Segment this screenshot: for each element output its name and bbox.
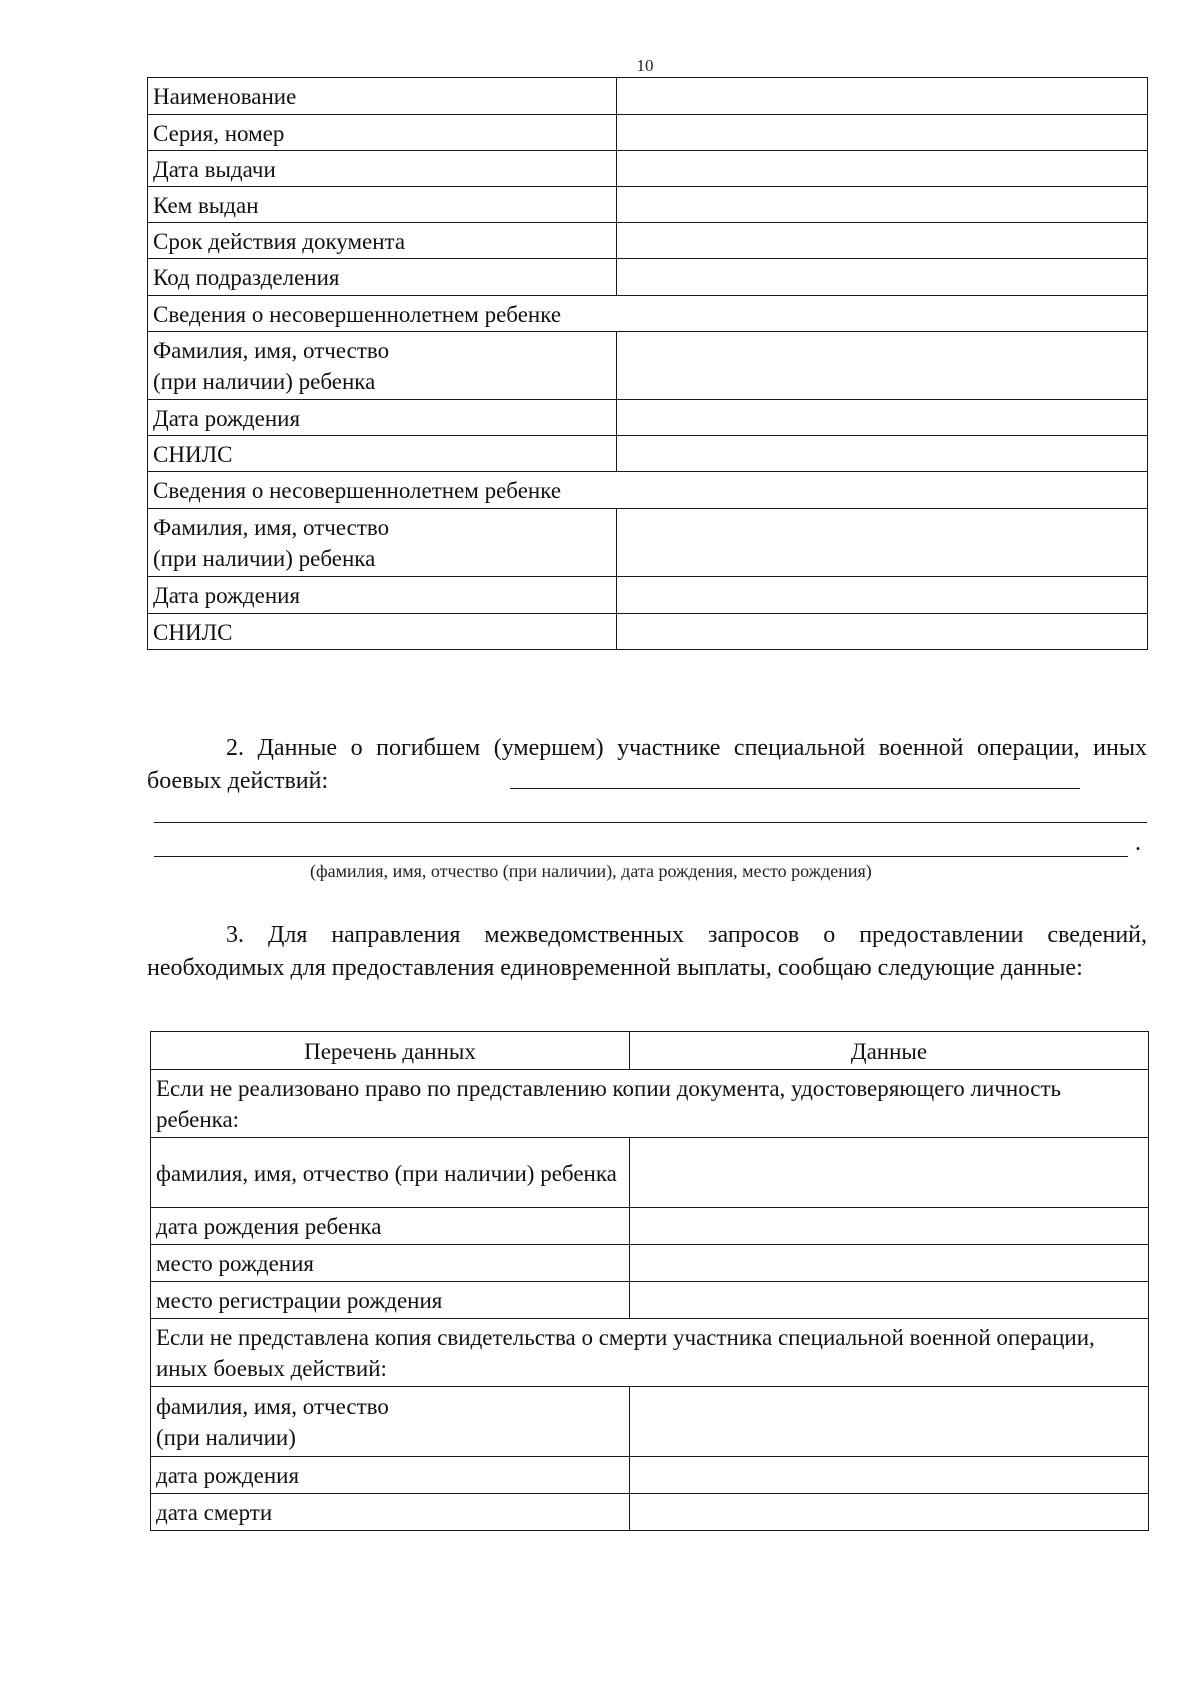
section-header-label: Сведения о несовершеннолетнем ребенке (148, 296, 1148, 332)
table-row (148, 115, 1148, 151)
page-number: 10 (636, 56, 654, 75)
section-header-row (151, 1319, 1149, 1387)
table-row (148, 400, 1148, 436)
field-value-cell[interactable] (630, 1494, 1149, 1531)
section-header-row (148, 296, 1148, 332)
field-value-cell[interactable] (617, 187, 1148, 223)
field-label: дата смерти (151, 1494, 630, 1531)
field-value-cell[interactable] (617, 151, 1148, 187)
field-label: место регистрации рождения (151, 1282, 630, 1319)
field-label: Дата выдачи (148, 151, 617, 187)
field-value-cell[interactable] (617, 115, 1148, 151)
section-header-label: Если не реализовано право по представлению копии документа, удостоверяющего личность ребенка: (151, 1070, 1149, 1138)
table-row (151, 1282, 1149, 1319)
field-label: Фамилия, имя, отчество (при наличии) ребенка (148, 332, 617, 400)
column-header-list: Перечень данных (151, 1032, 630, 1070)
section-header-label: Если не представлена копия свидетельства о смерти участника специальной военной операции, иных боевых действий: (151, 1319, 1149, 1387)
section-2-text: 2. Данные о погибшем (умершем) участнике специальной военной операции, иных боевых действий: (147, 735, 1147, 794)
field-label: СНИЛС (148, 614, 617, 650)
field-label: фамилия, имя, отчество (при наличии) ребенка (151, 1138, 630, 1208)
section-3-text: 3. Для направления межведомственных запросов о предоставлении сведений, необходимых для предоставления единовременной выплаты, сообщаю следующие данные: (147, 922, 1147, 981)
section-header-row (151, 1070, 1149, 1138)
table-header-row (151, 1032, 1149, 1070)
field-label: фамилия, имя, отчество (при наличии) (151, 1387, 630, 1457)
table-row (148, 259, 1148, 296)
table-row (151, 1138, 1149, 1208)
end-mark: . (1135, 830, 1141, 856)
field-label: Серия, номер (148, 115, 617, 151)
field-label: дата рождения (151, 1457, 630, 1494)
field-value-cell[interactable] (617, 400, 1148, 436)
table-row (151, 1208, 1149, 1245)
table-row (148, 187, 1148, 223)
section-header-row (148, 472, 1148, 509)
deceased-data-caption: (фамилия, имя, отчество (при наличии), дата рождения, место рождения) (310, 861, 872, 881)
table-row (148, 509, 1148, 577)
table-row (151, 1245, 1149, 1282)
table-row (151, 1387, 1149, 1457)
interagency-request-table (150, 1031, 1149, 1531)
field-value-cell[interactable] (630, 1282, 1149, 1319)
table-row (148, 151, 1148, 187)
field-label: Фамилия, имя, отчество (при наличии) ребенка (148, 509, 617, 577)
field-value-cell[interactable] (617, 78, 1148, 115)
field-value-cell[interactable] (617, 332, 1148, 400)
field-label: Код подразделения (148, 259, 617, 296)
table-row (148, 436, 1148, 472)
table-row (151, 1457, 1149, 1494)
field-value-cell[interactable] (617, 223, 1148, 259)
field-value-cell[interactable] (617, 436, 1148, 472)
field-label: Наименование (148, 78, 617, 115)
column-header-data: Данные (630, 1032, 1149, 1070)
field-label: Срок действия документа (148, 223, 617, 259)
field-value-cell[interactable] (617, 614, 1148, 650)
table-row (148, 223, 1148, 259)
field-value-cell[interactable] (617, 259, 1148, 296)
field-value-cell[interactable] (630, 1457, 1149, 1494)
deceased-data-line-3[interactable] (154, 856, 1128, 857)
field-label: дата рождения ребенка (151, 1208, 630, 1245)
field-label: СНИЛС (148, 436, 617, 472)
field-value-cell[interactable] (617, 577, 1148, 614)
field-value-cell[interactable] (630, 1208, 1149, 1245)
table-row (148, 577, 1148, 614)
field-value-cell[interactable] (630, 1245, 1149, 1282)
field-label: Дата рождения (148, 400, 617, 436)
field-label: место рождения (151, 1245, 630, 1282)
table-row (151, 1494, 1149, 1531)
field-value-cell[interactable] (617, 509, 1148, 577)
field-value-cell[interactable] (630, 1138, 1149, 1208)
table-row (148, 614, 1148, 650)
field-value-cell[interactable] (630, 1387, 1149, 1457)
deceased-data-line-2[interactable] (154, 822, 1147, 823)
deceased-data-line-1[interactable] (510, 788, 1080, 789)
field-label: Кем выдан (148, 187, 617, 223)
identity-document-table (147, 77, 1148, 650)
table-row (148, 332, 1148, 400)
section-header-label: Сведения о несовершеннолетнем ребенке (148, 472, 1148, 509)
field-label: Дата рождения (148, 577, 617, 614)
table-row (148, 78, 1148, 115)
